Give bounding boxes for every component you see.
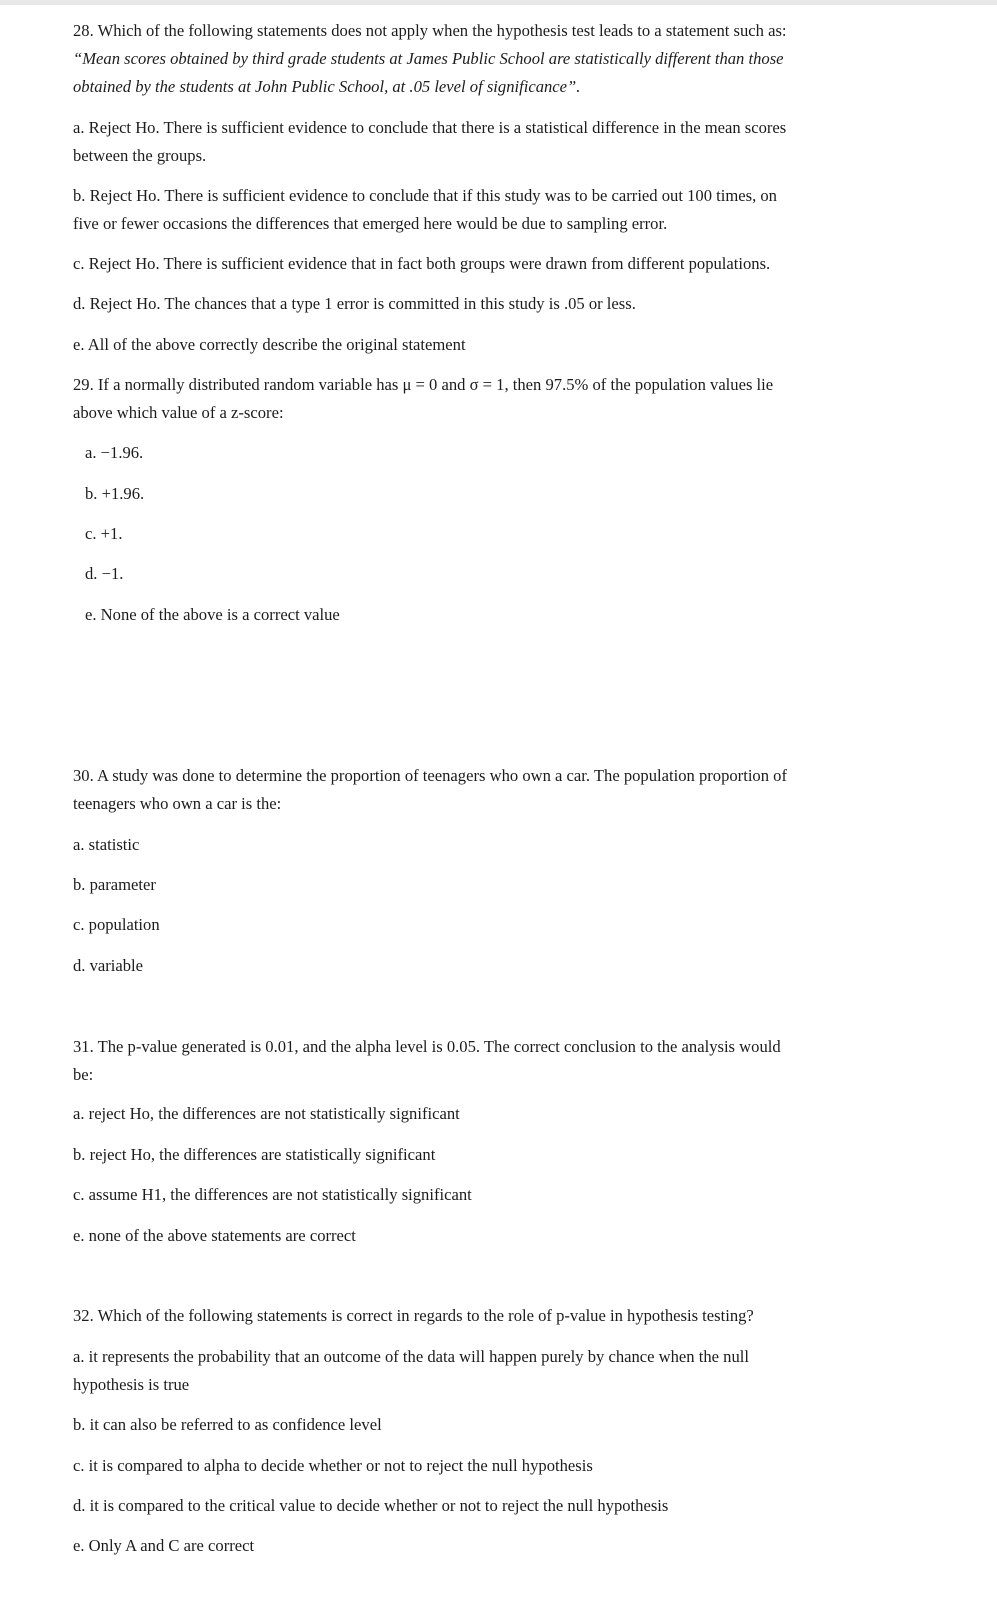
q28-option-a-line2: between the groups. — [73, 146, 207, 165]
q30-option-d: d. variable — [73, 956, 144, 975]
q28-option-b-line2: five or fewer occasions the differences that emerged here would be due to sampling error. — [73, 214, 668, 233]
q29-stem-line1: 29. If a normally distributed random variable has μ = 0 and σ = 1, then 97.5% of the population values lie — [73, 375, 774, 394]
q32-option-a-line2: hypothesis is true — [73, 1375, 190, 1394]
q31-stem-line1: 31. The p-value generated is 0.01, and the alpha level is 0.05. The correct conclusion to the analysis would — [73, 1037, 781, 1056]
q31-option-a: a. reject Ho, the differences are not statistically significant — [73, 1104, 460, 1123]
q30-option-c: c. population — [73, 915, 160, 934]
q29-option-c: c. +1. — [85, 524, 123, 543]
q28-option-c: c. Reject Ho. There is sufficient evidence that in fact both groups were drawn from different populations. — [73, 254, 771, 273]
q32-option-a-line1: a. it represents the probability that an outcome of the data will happen purely by chance when the null — [73, 1347, 749, 1366]
q28-stem-line3: obtained by the students at John Public School, at .05 level of significance”. — [73, 77, 581, 96]
q29-option-d: d. −1. — [85, 564, 124, 583]
q29-option-a: a. −1.96. — [85, 443, 144, 462]
q32-option-b: b. it can also be referred to as confidence level — [73, 1415, 382, 1434]
q32-option-d: d. it is compared to the critical value to decide whether or not to reject the null hypothesis — [73, 1496, 669, 1515]
q32-option-c: c. it is compared to alpha to decide whether or not to reject the null hypothesis — [73, 1456, 593, 1475]
q31-stem-line2: be: — [73, 1065, 94, 1084]
q28-option-d: d. Reject Ho. The chances that a type 1 error is committed in this study is .05 or less. — [73, 294, 636, 313]
q29-stem-line2: above which value of a z-score: — [73, 403, 284, 422]
q31-option-b: b. reject Ho, the differences are statistically significant — [73, 1145, 436, 1164]
q28-option-e: e. All of the above correctly describe the original statement — [73, 335, 466, 354]
q28-stem-line2: “Mean scores obtained by third grade students at James Public School are statistically different than those — [73, 49, 784, 68]
q32-stem-line1: 32. Which of the following statements is correct in regards to the role of p-value in hypothesis testing? — [73, 1306, 754, 1325]
q31-option-e: e. none of the above statements are correct — [73, 1226, 356, 1245]
q32-option-e: e. Only A and C are correct — [73, 1536, 255, 1555]
q29-option-b: b. +1.96. — [85, 484, 145, 503]
q30-stem-line1: 30. A study was done to determine the proportion of teenagers who own a car. The population proportion of — [73, 766, 787, 785]
q30-stem-line2: teenagers who own a car is the: — [73, 794, 282, 813]
q29-option-e: e. None of the above is a correct value — [85, 605, 340, 624]
q28-stem-line1: 28. Which of the following statements does not apply when the hypothesis test leads to a statement such as: — [73, 21, 787, 40]
q30-option-b: b. parameter — [73, 875, 156, 894]
q28-option-b-line1: b. Reject Ho. There is sufficient evidence to conclude that if this study was to be carried out 100 times, on — [73, 186, 777, 205]
q31-option-c: c. assume H1, the differences are not statistically significant — [73, 1185, 472, 1204]
top-divider — [0, 0, 997, 5]
q30-option-a: a. statistic — [73, 835, 140, 854]
q28-option-a-line1: a. Reject Ho. There is sufficient evidence to conclude that there is a statistical difference in the mean scores — [73, 118, 787, 137]
